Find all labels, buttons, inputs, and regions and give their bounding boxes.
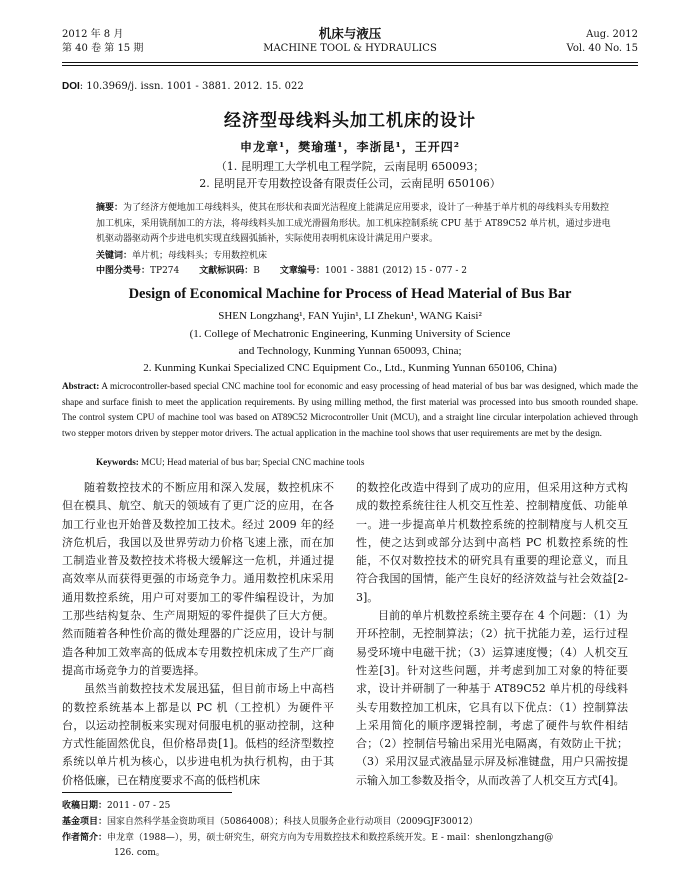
header-issue-en [567,28,638,56]
author-bio-label: 作者简介： [62,832,108,842]
fund-info [62,814,638,830]
keywords-cn [96,249,467,264]
body-column-right [356,479,628,790]
keywords-cn-label: 关键词： [96,251,133,261]
abstract-en-label: Abstract: [62,381,100,391]
header-volume-cn: 第 40 卷 第 15 期 [62,43,144,54]
author-bio [62,830,638,846]
article-no-value: 1001 - 3881 (2012) 15 - 077 - 2 [324,266,468,276]
authors-cn: 申龙章¹，樊瑜瑾¹，李浙昆¹，王开四² [239,140,461,154]
article-no-label: 文章编号： [279,266,325,276]
header-date-cn: 2012 年 8 月 [62,29,124,40]
article-title-en: Design of Economical Machine for Process of Head Material of Bus Bar [128,286,572,302]
received-date [62,798,638,814]
header-volume-en: Vol. 40 No. 15 [566,43,638,54]
body-paragraph: 的数控化改造中得到了成功的应用，但采用这种方式构成的数控系统往往人机交互性差、控制精度低、功能单一。进一步提高单片机数控系统的控制精度与人机交互性，使之达到或部分达到中高档 PC 机数控系统的性能，不仅对数控技术的研究具有重要的理论意义，而且符合我国的国情，能产生良好的经济效益与社会效益[2-3]。 [356,481,628,604]
affiliation-cn-1: （1. 昆明理工大学机电工程学院，云南昆明 650093； [215,160,485,173]
affiliations-en [0,326,700,377]
doc-code-value: B [253,266,260,276]
footnote-divider [62,792,232,793]
keywords-cn-text: 单片机；母线料头；专用数控机床 [132,251,268,261]
author-bio-cont: 126. com。 [114,848,165,858]
body-paragraph: 虽然当前数控技术发展迅猛，但目前市场上中高档的数控系统基本上都是以 PC 机（工控机）为硬件平台，以运动控制板来实现对伺服电机的驱动控制，这种方式性能固然优良，但价格昂贵[1]。低档的经济型数控系统以单片机为核心，以步进电机为执行机构，由于其价格低廉，已在精度要求不高的低档机床 [62,682,334,787]
abstract-cn-text: 为了经济方便地加工母线料头，使其在形状和表面光洁程度上能满足应用要求，设计了一种基于单片机的母线料头专用数控加工机床，采用铣削加工的方法，将母线料头加工成光滑圆角形状。加工机床控制系统 CPU 基于 AT89C52 单片机，通过步进电机驱动器驱动两个步进电机实现直线圆弧插补，实际使用表明机床设计满足用户要求。 [96,203,611,244]
affiliation-en-2: and Technology, Kunming Yunnan 650093, China; [238,345,462,357]
keywords-en-label: Keywords: [96,457,139,467]
doc-code-label: 文献标识码： [199,266,254,276]
body-column-left [62,479,334,790]
clc-value: TP274 [150,266,180,276]
received-value: 2011 - 07 - 25 [107,801,171,811]
classification-row [96,264,467,279]
footnotes [62,798,638,861]
abstract-cn-label: 摘要： [96,202,124,212]
affiliation-cn-2: 2. 昆明昆开专用数控设备有限责任公司，云南昆明 650106） [199,177,501,190]
journal-name-en: MACHINE TOOL & HYDRAULICS [263,43,437,54]
body-paragraph: 目前的单片机数控系统主要存在 4 个问题：（1）为开环控制，无控制算法；（2）抗干扰能力差，运行过程易受环境中电磁干扰；（3）运算速度慢；（4）人机交互性差[3]。针对这些问题，并考虑到加工对象的特征要求，设计并研制了一种基于 AT89C52 单片机的母线料头专用数控加工机床，它具有以下优点：（1）控制算法上采用简化的顺序逻辑控制，考虑了硬件与软件相结合；（2）控制信号输出采用光电隔离，有效防止干扰；（3）采用汉显式液晶显示屏及标准键盘，用户只需按提示输入加工参数及指令，从而改善了人机交互方式[4]。 [356,609,628,787]
journal-name-cn: 机床与液压 [318,26,382,41]
metadata-cn [96,249,467,279]
doi-value: : 10.3969/j. issn. 1001 - 3881. 2012. 15. 022 [79,81,304,92]
keywords-en [96,457,364,467]
affiliation-en-3: 2. Kunming Kunkai Specialized CNC Equipment Co., Ltd., Kunming Yunnan 650106, China) [143,362,557,374]
keywords-en-text: MCU; Head material of bus bar; Special CNC machine tools [141,457,365,467]
affiliation-en-1: (1. College of Mechatronic Engineering, Kunming University of Science [189,328,511,340]
abstract-en-text: A microcontroller-based special CNC machine tool for economic and easy processing of head material of bus bar was designed, which made the shape and surface finish to meet the application requirements. By using milling method, the first material was processed into bus smooth rounded shape. The control system CPU of machine tool was based on AT89C52 Microcontroller Unit (MCU), and a straight line circular interpolation achieved through two stepper motors driven by stepper motor drivers. The actual application in the machine tool shows that user requirements are met by the design. [62,381,638,438]
header-divider [62,62,638,63]
fund-value: 国家自然科学基金资助项目（50864008）；科技人员服务企业行动项目（2009GJF30012） [107,817,478,827]
received-label: 收稿日期： [62,800,108,810]
abstract-en [62,379,638,441]
doi-line [62,81,304,92]
doi-label: DOI [62,81,80,92]
authors-en: SHEN Longzhang¹, FAN Yujin¹, LI Zhekun¹, WANG Kaisi² [218,310,482,322]
affiliations-cn [0,158,700,192]
header-date-en: Aug. 2012 [586,29,638,40]
body-paragraph: 随着数控技术的不断应用和深入发展，数控机床不但在模具、航空、航天的领域有了更广泛的应用，在各加工行业也开始普及数控加工技术。经过 2009 年的经济危机后，我国以及世界劳动力价格飞速上涨，而在加工制造业普及数控技术将极大缓解这一危机，并通过提高效率从而获得更强的市场竞争力。通用数控机床采用通用数控系统，用户可对要加工的零件编程设计，为加工那些结构复杂、生产周期短的零件提供了巨大方便。然而随着各种性价高的微处理器的广泛应用，设计与制造各种加工效率高的低成本专用数控机床成了生产厂商提高市场竞争力的首要选择。 [62,481,334,677]
fund-label: 基金项目： [62,816,108,826]
abstract-cn [96,200,616,248]
clc-label: 中图分类号： [96,266,151,276]
header-divider-thin [62,65,638,66]
article-title-cn: 经济型母线料头加工机床的设计 [224,111,476,131]
author-bio-value: 申龙章（1988—），男，硕士研究生，研究方向为专用数控技术和数控系统开发。E - mail：shenlongzhang@ [107,833,554,843]
